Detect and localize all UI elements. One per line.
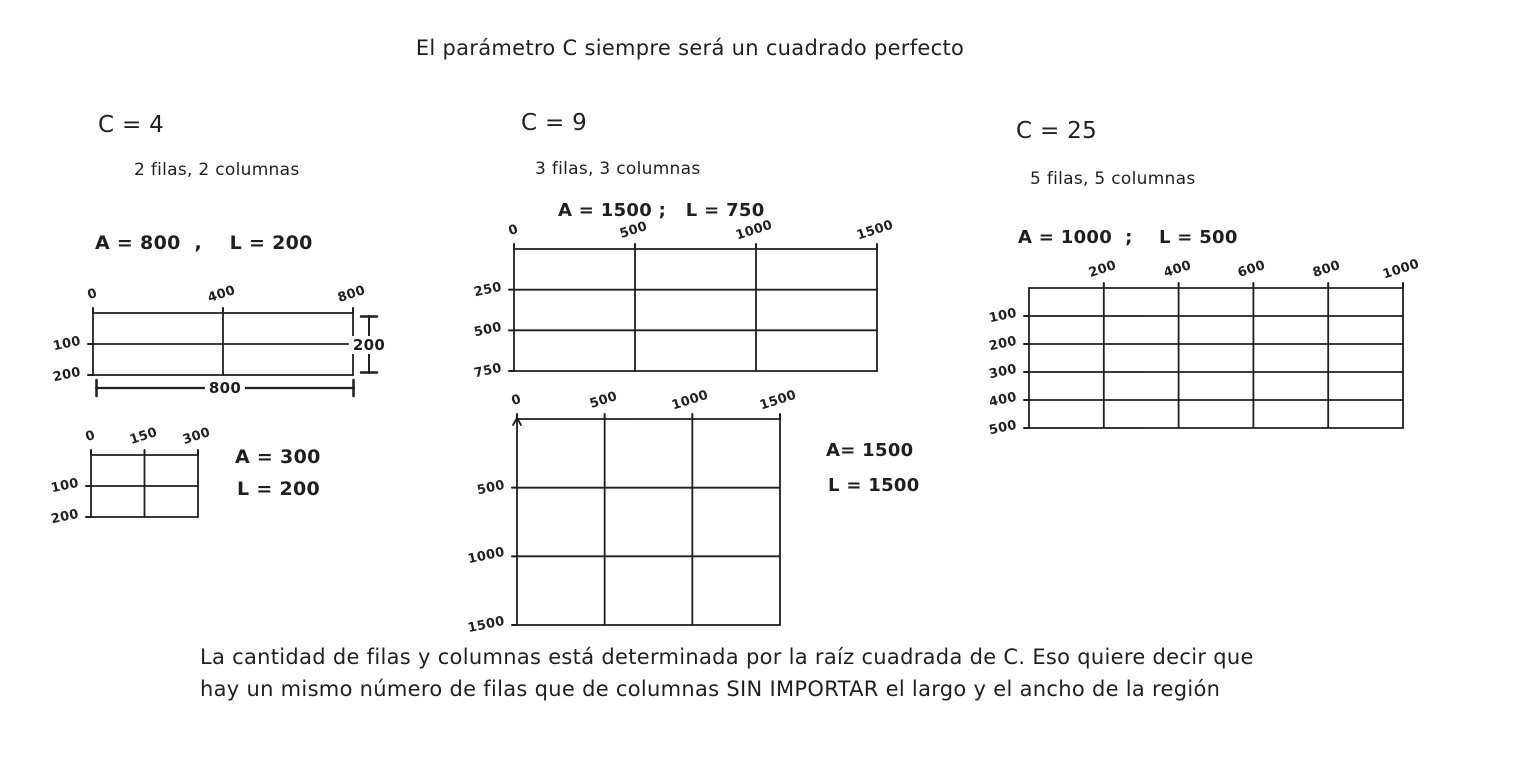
x-axis-label: 1000	[1381, 256, 1422, 283]
x-axis-label: 600	[1236, 258, 1268, 281]
footer-line-2: hay un mismo número de filas que de columnas SIN IMPORTAR el largo y el ancho de la región	[200, 677, 1221, 701]
section-c9-heading: C = 9	[521, 110, 588, 136]
section-c4-params: A = 800 , L = 200	[95, 232, 313, 254]
x-axis-label: 400	[1161, 258, 1193, 281]
grid-c4-small-lines	[84, 448, 205, 524]
y-axis-label: 400	[987, 389, 1019, 411]
y-axis-label: 500	[987, 417, 1019, 439]
section-c4-heading: C = 4	[98, 112, 165, 138]
grid-c25-main	[987, 256, 1422, 439]
grid-c4-main	[51, 283, 368, 386]
grid-c9-square-lines	[510, 412, 787, 632]
footer-line-1: La cantidad de filas y columnas está determinada por la raíz cuadrada de C. Eso quiere decir que	[200, 645, 1254, 669]
x-axis-label: 1000	[670, 387, 711, 414]
y-axis-label: 300	[987, 361, 1019, 383]
grid-c4-small	[49, 425, 213, 528]
c4-small-grid-length-label: L = 200	[237, 478, 321, 500]
y-axis-label: 500	[472, 320, 504, 341]
c9-square-grid-area-label: A= 1500	[826, 440, 914, 461]
x-axis-label: 500	[587, 389, 619, 412]
x-axis-label: 300	[180, 425, 213, 448]
page-title: El parámetro C siempre será un cuadrado perfecto	[415, 36, 965, 60]
y-axis-label: 1500	[466, 613, 507, 637]
grid-c9-wide-lines	[507, 242, 884, 378]
y-axis-label: 250	[472, 279, 504, 300]
x-axis-label: 1500	[855, 217, 896, 244]
y-axis-label: 200	[987, 333, 1019, 355]
section-c25-subheading: 5 filas, 5 columnas	[1030, 169, 1196, 189]
x-axis-label: 1000	[734, 217, 775, 244]
y-axis-label: 1000	[466, 545, 507, 568]
c9-square-grid-length-label: L = 1500	[828, 475, 920, 496]
y-axis-label: 500	[475, 477, 507, 498]
c4-width-dimension-value: 800	[205, 379, 245, 397]
grid-c4-main-lines	[86, 306, 360, 382]
c4-small-grid-area-label: A = 300	[235, 446, 321, 468]
section-c9-params: A = 1500 ; L = 750	[558, 200, 765, 221]
y-axis-label: 100	[49, 475, 81, 497]
y-axis-label: 100	[987, 305, 1019, 327]
x-axis-label: 200	[1086, 258, 1119, 281]
x-axis-label: 0	[85, 285, 100, 304]
x-axis-label: 0	[509, 391, 524, 410]
grid-c9-square	[466, 387, 799, 637]
x-axis-label: 800	[1311, 258, 1343, 281]
y-axis-label: 200	[51, 364, 83, 386]
c4-width-dimension	[95, 376, 355, 400]
x-axis-label: 0	[83, 427, 98, 446]
y-axis-label: 750	[472, 360, 504, 382]
c4-height-dimension-value: 200	[349, 336, 389, 354]
grid-c9-wide	[472, 217, 896, 382]
x-axis-label: 400	[205, 283, 238, 306]
x-axis-label: 1500	[758, 387, 799, 414]
x-axis-label: 0	[506, 221, 521, 240]
grid-c25-main-lines	[1022, 281, 1410, 435]
section-c25-heading: C = 25	[1016, 118, 1098, 144]
y-axis-label: 100	[51, 333, 83, 355]
y-axis-label: 200	[49, 506, 81, 528]
x-axis-label: 500	[617, 219, 650, 242]
x-axis-label: 800	[335, 283, 368, 306]
section-c25-params: A = 1000 ; L = 500	[1018, 227, 1238, 248]
section-c9-subheading: 3 filas, 3 columnas	[535, 159, 701, 179]
c4-height-dimension	[352, 315, 386, 374]
section-c4-subheading: 2 filas, 2 columnas	[134, 160, 300, 180]
x-axis-label: 150	[127, 425, 159, 448]
